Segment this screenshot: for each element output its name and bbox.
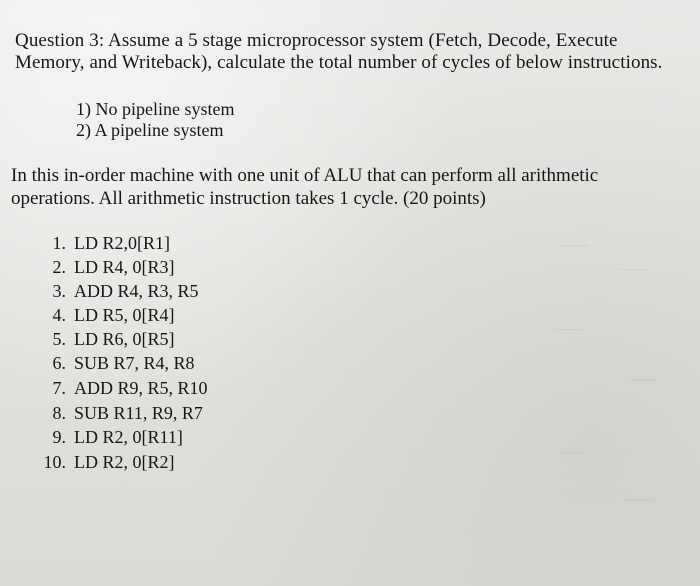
instruction-item bbox=[34, 354, 195, 372]
instruction-text: LD R6, 0[R5] bbox=[74, 329, 175, 349]
question-line-2: Memory, and Writeback), calculate the total number of cycles of below instructions. bbox=[15, 52, 663, 73]
instruction-item bbox=[34, 306, 175, 324]
option-item-2 bbox=[76, 121, 224, 139]
instruction-item bbox=[34, 234, 170, 252]
bleed-through-mark: —— bbox=[630, 372, 658, 387]
instruction-item bbox=[34, 404, 203, 422]
bleed-through-mark: —— bbox=[560, 445, 588, 460]
option-text: No pipeline system bbox=[95, 99, 235, 119]
instruction-item bbox=[34, 453, 175, 471]
instruction-number: 4. bbox=[52, 305, 66, 325]
question-line-1: Question 3: Assume a 5 stage microprocessor system (Fetch, Decode, Execute bbox=[15, 30, 618, 51]
instruction-text: LD R2, 0[R11] bbox=[74, 427, 183, 447]
bleed-through-mark: —— bbox=[560, 238, 588, 253]
option-text: A pipeline system bbox=[94, 120, 224, 140]
instruction-number: 1. bbox=[52, 233, 66, 253]
option-item-1 bbox=[76, 100, 234, 118]
paragraph-line-1: In this in-order machine with one unit of ALU that can perform all arithmetic bbox=[11, 165, 599, 186]
instruction-text: ADD R4, R3, R5 bbox=[74, 281, 199, 301]
instruction-item bbox=[34, 379, 208, 397]
instruction-number: 2. bbox=[52, 257, 66, 277]
instruction-number: 3. bbox=[52, 281, 66, 301]
instruction-text: SUB R7, R4, R8 bbox=[74, 353, 195, 373]
instruction-number: 6. bbox=[52, 353, 66, 373]
paragraph-line-2: operations. All arithmetic instruction takes 1 cycle. (20 points) bbox=[11, 188, 486, 209]
instruction-text: LD R4, 0[R3] bbox=[74, 257, 175, 277]
instruction-item bbox=[34, 330, 175, 348]
instruction-text: LD R2,0[R1] bbox=[74, 233, 170, 253]
instruction-number: 10. bbox=[43, 452, 66, 472]
instruction-number: 7. bbox=[52, 378, 66, 398]
option-number: 1) bbox=[76, 99, 91, 119]
option-number: 2) bbox=[76, 120, 91, 140]
instruction-text: LD R2, 0[R2] bbox=[74, 452, 175, 472]
instruction-text: SUB R11, R9, R7 bbox=[74, 403, 203, 423]
instruction-text: LD R5, 0[R4] bbox=[74, 305, 175, 325]
instruction-item bbox=[34, 428, 183, 446]
bleed-through-mark: —— bbox=[555, 322, 583, 337]
instruction-number: 9. bbox=[52, 427, 66, 447]
bleed-through-mark: —— bbox=[620, 262, 648, 277]
instruction-item bbox=[34, 282, 199, 300]
instruction-number: 5. bbox=[52, 329, 66, 349]
bleed-through-mark: —— bbox=[625, 492, 653, 507]
instruction-text: ADD R9, R5, R10 bbox=[74, 378, 208, 398]
instruction-number: 8. bbox=[52, 403, 66, 423]
instruction-item bbox=[34, 258, 175, 276]
